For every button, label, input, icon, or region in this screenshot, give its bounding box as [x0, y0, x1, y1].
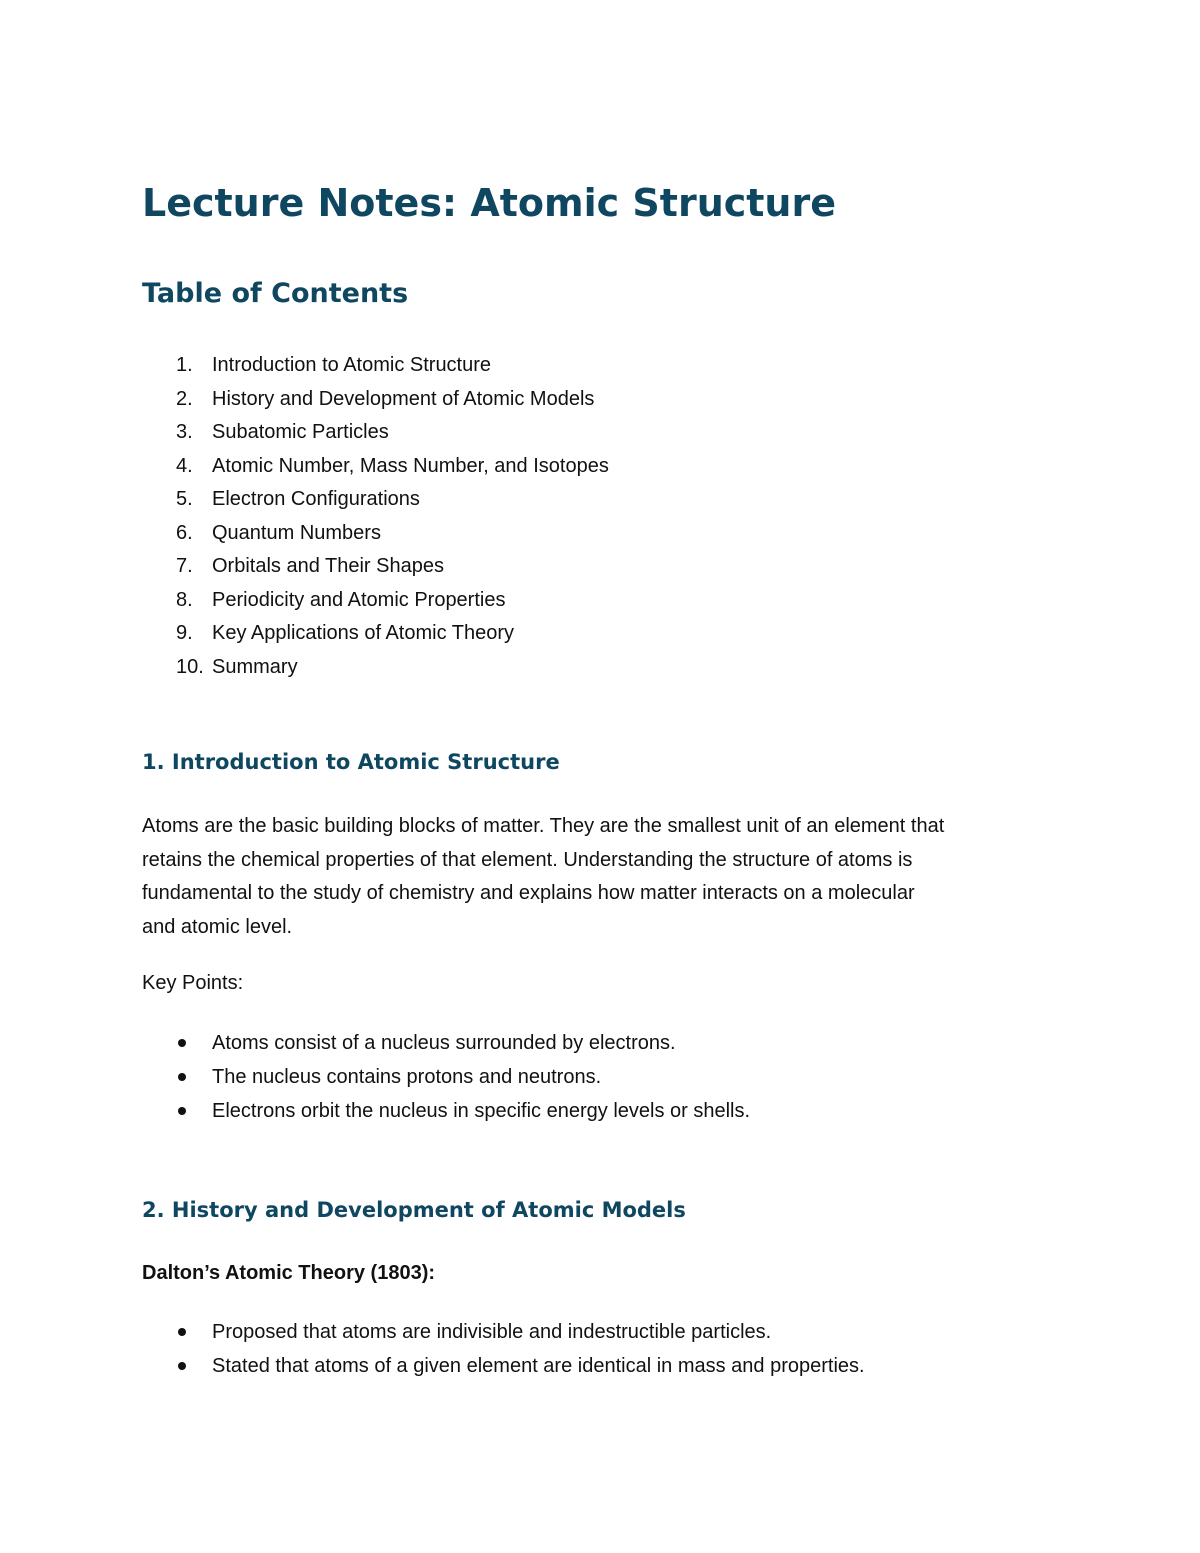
- bullet-text: Atoms consist of a nucleus surrounded by electrons.: [212, 1032, 676, 1054]
- list-item: [176, 1026, 1056, 1060]
- toc-item-number: 2.: [176, 387, 193, 410]
- paragraph-line: retains the chemical properties of that element. Understanding the structure of atoms is: [142, 848, 913, 871]
- table-of-contents: [176, 349, 876, 684]
- bullet-icon: [178, 1107, 186, 1115]
- toc-item-number: 5.: [176, 488, 193, 510]
- toc-item: [176, 617, 876, 651]
- toc-item-label: Periodicity and Atomic Properties: [212, 588, 506, 611]
- toc-item: [176, 550, 876, 584]
- toc-item-label: Quantum Numbers: [212, 521, 381, 544]
- toc-item-label: Electron Configurations: [212, 488, 420, 510]
- toc-item: [176, 383, 876, 417]
- toc-item: [176, 517, 876, 551]
- section-1-paragraph: [142, 810, 1072, 944]
- bullet-text: Stated that atoms of a given element are identical in mass and properties.: [212, 1355, 865, 1377]
- bullet-icon: [178, 1039, 186, 1047]
- toc-item: [176, 416, 876, 450]
- section-2-subheading: Dalton’s Atomic Theory (1803):: [142, 1262, 436, 1284]
- toc-item-label: Orbitals and Their Shapes: [212, 555, 444, 577]
- toc-item-label: Subatomic Particles: [212, 421, 389, 443]
- key-points-label: Key Points:: [142, 972, 244, 994]
- toc-item: [176, 584, 876, 618]
- toc-item-label: Atomic Number, Mass Number, and Isotopes: [212, 454, 609, 477]
- toc-item: [176, 349, 876, 383]
- toc-item-number: 7.: [176, 555, 193, 577]
- bullet-icon: [178, 1328, 186, 1336]
- toc-item-number: 8.: [176, 588, 193, 611]
- paragraph-line: fundamental to the study of chemistry and explains how matter interacts on a molecular: [142, 882, 915, 904]
- toc-item-number: 10.: [176, 655, 204, 678]
- toc-item-number: 4.: [176, 454, 193, 477]
- bullet-icon: [178, 1362, 186, 1370]
- section-2-heading: 2. History and Development of Atomic Models: [142, 1198, 686, 1222]
- paragraph-line: Atoms are the basic building blocks of matter. They are the smallest unit of an element that: [142, 815, 945, 837]
- toc-item: [176, 483, 876, 517]
- toc-heading: Table of Contents: [142, 278, 409, 309]
- toc-item: [176, 450, 876, 484]
- toc-item-label: Key Applications of Atomic Theory: [212, 622, 515, 644]
- list-item: [176, 1349, 1056, 1383]
- document-title: Lecture Notes: Atomic Structure: [142, 181, 837, 225]
- list-item: [176, 1060, 1056, 1094]
- toc-item: [176, 651, 876, 685]
- toc-item-label: History and Development of Atomic Models: [212, 387, 595, 410]
- section-1-bullet-list: [176, 1026, 1056, 1128]
- section-2-bullet-list: [176, 1315, 1056, 1383]
- toc-item-label: Introduction to Atomic Structure: [212, 354, 492, 376]
- toc-item-number: 9.: [176, 622, 193, 644]
- list-item: [176, 1315, 1056, 1349]
- toc-item-number: 1.: [176, 354, 193, 376]
- bullet-icon: [178, 1073, 186, 1081]
- bullet-text: Electrons orbit the nucleus in specific energy levels or shells.: [212, 1100, 751, 1122]
- bullet-text: The nucleus contains protons and neutrons.: [212, 1066, 602, 1088]
- bullet-text: Proposed that atoms are indivisible and indestructible particles.: [212, 1321, 772, 1343]
- section-1-heading: 1. Introduction to Atomic Structure: [142, 750, 560, 774]
- list-item: [176, 1094, 1056, 1128]
- toc-item-label: Summary: [212, 655, 298, 678]
- paragraph-line: and atomic level.: [142, 915, 293, 938]
- toc-item-number: 6.: [176, 521, 193, 544]
- toc-item-number: 3.: [176, 421, 193, 443]
